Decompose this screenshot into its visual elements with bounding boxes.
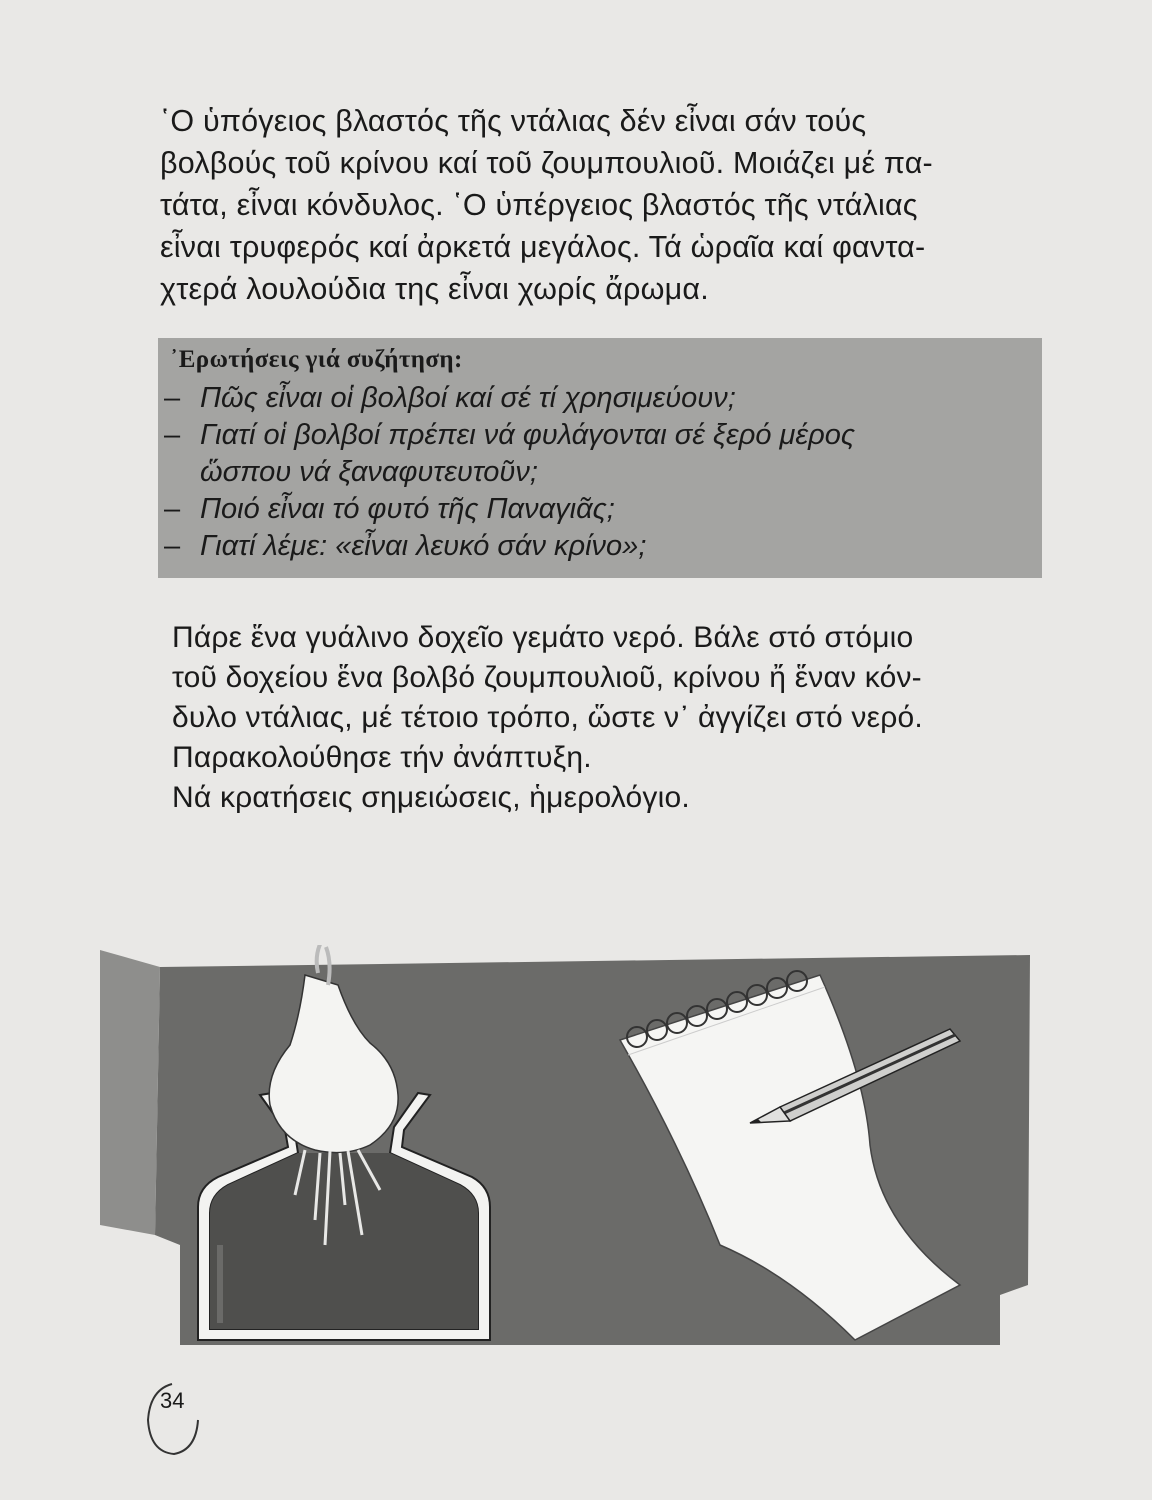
text-line: εἶναι τρυφερός καί ἀρκετά μεγάλος. Τά ὡραῖα καί φαντα- xyxy=(160,230,926,264)
discussion-heading: ᾿Ερωτήσεις γιά συζήτηση: xyxy=(170,346,463,373)
question-text: Γιατί οἱ βολβοί πρέπει νά φυλάγονται σέ ξερό μέρος xyxy=(200,419,855,451)
text-line: ῾Ο ὑπόγειος βλαστός τῆς ντάλιας δέν εἶναι σάν τούς xyxy=(160,104,867,138)
text-line: τοῦ δοχείου ἕνα βολβό ζουμπουλιοῦ, κρίνου ἤ ἕναν κόν- xyxy=(172,661,922,694)
discussion-question-list xyxy=(164,380,1044,565)
question-item xyxy=(164,380,1044,417)
text-line: βολβούς τοῦ κρίνου καί τοῦ ζουμπουλιοῦ. Μοιάζει μέ πα- xyxy=(160,146,933,180)
intro-paragraph xyxy=(160,100,1040,310)
text-line: δυλο ντάλιας, μέ τέτοιο τρόπο, ὥστε ν᾿ ἀγγίζει στό νερό. xyxy=(172,701,923,734)
activity-paragraph xyxy=(172,618,1052,818)
list-dash: – xyxy=(164,530,181,562)
question-text: Ποιό εἶναι τό φυτό τῆς Παναγιᾶς; xyxy=(200,493,615,525)
list-dash: – xyxy=(164,382,181,414)
text-line: Νά κρατήσεις σημειώσεις, ἡμερολόγιο. xyxy=(172,781,690,814)
bulb-and-notepad-illustration xyxy=(100,945,1050,1345)
question-item xyxy=(164,417,1044,454)
list-dash: – xyxy=(164,493,181,525)
text-line: Παρακολούθησε τήν ἀνάπτυξη. xyxy=(172,741,592,774)
text-line: τάτα, εἶναι κόνδυλος. ῾Ο ὑπέργειος βλαστός τῆς ντάλιας xyxy=(160,188,918,222)
question-item xyxy=(164,491,1044,528)
illustration-background-fold xyxy=(100,950,160,1235)
page-number: 34 xyxy=(160,1388,185,1413)
question-text: Γιατί λέμε: «εἶναι λευκό σάν κρίνο»; xyxy=(200,530,647,562)
question-item xyxy=(164,528,1044,565)
question-text: Πῶς εἶναι οἱ βολβοί καί σέ τί χρησιμεύουν; xyxy=(200,382,736,414)
question-continuation: ὥσπου νά ξαναφυτευτοῦν; xyxy=(200,456,538,488)
text-line: χτερά λουλούδια της εἶναι χωρίς ἄρωμα. xyxy=(160,272,709,306)
list-dash: – xyxy=(164,419,181,451)
text-line: Πάρε ἕνα γυάλινο δοχεῖο γεμάτο νερό. Βάλε στό στόμιο xyxy=(172,621,914,654)
